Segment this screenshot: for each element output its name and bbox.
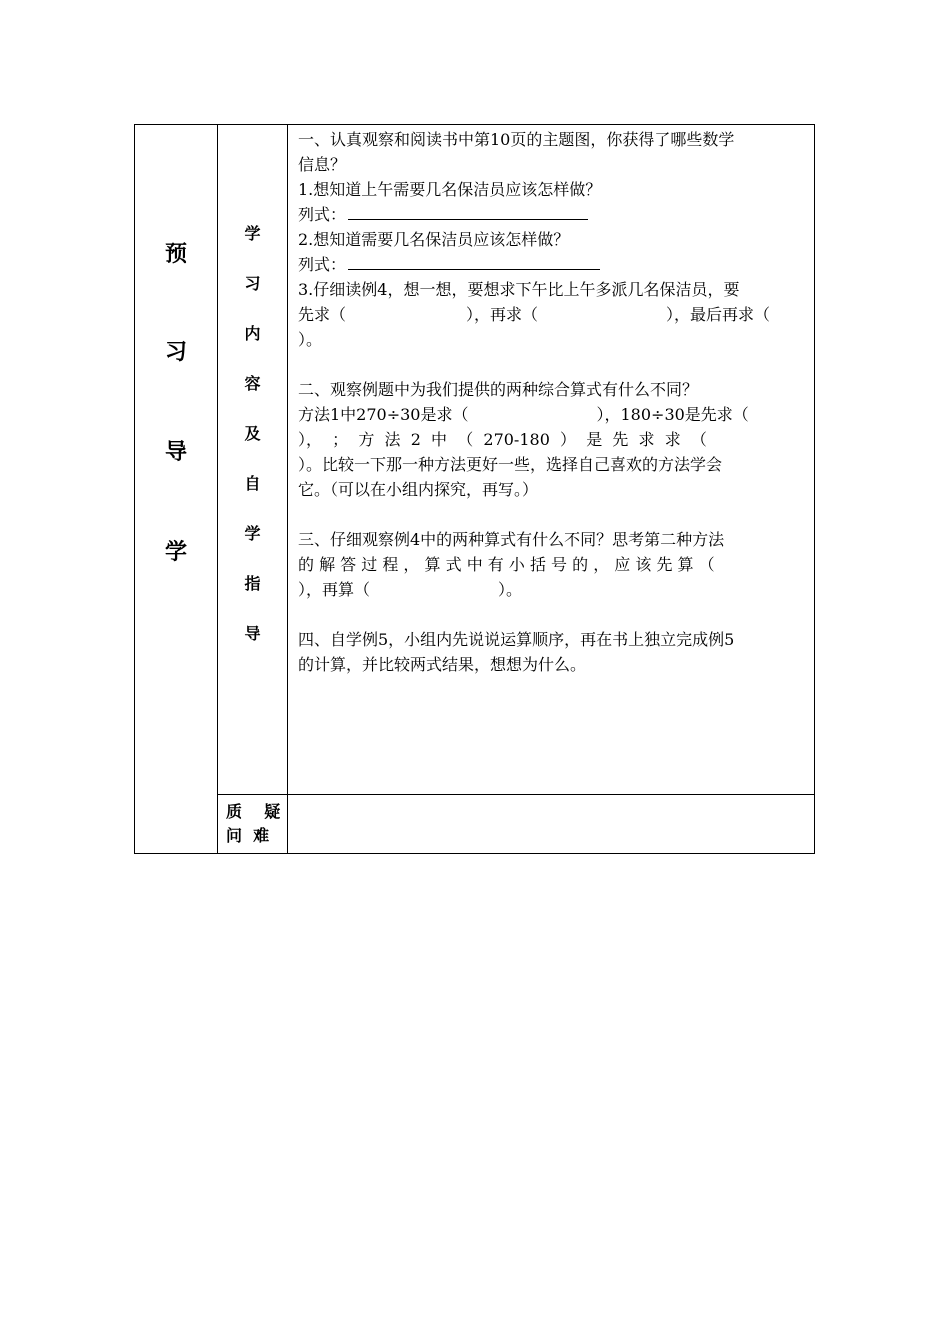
q2-line: 它。（可以在小组内探究，再写。） (298, 480, 539, 499)
label-char: 自 (244, 474, 261, 493)
content-area (298, 127, 808, 677)
text-segment: ），再求（ (466, 305, 539, 324)
label-char: 及 (244, 424, 261, 443)
text-segment: 先求（ (298, 305, 347, 324)
zhiyi-char: 质 (226, 802, 243, 821)
text-segment: ），再算（ (298, 580, 371, 599)
text-segment: ），180÷30是先求（ (596, 405, 749, 424)
zhiyi-label (226, 800, 280, 848)
formula-line-2 (298, 252, 808, 277)
formula-line-1 (298, 202, 808, 227)
side-title-column (135, 125, 218, 853)
label-char: 指 (244, 574, 261, 593)
answer-blank[interactable] (348, 252, 600, 270)
zhiyi-char: 难 (253, 826, 270, 845)
formula-label: 列式： (298, 205, 347, 224)
q1-line: 一、认真观察和阅读书中第10页的主题图，你获得了哪些数学 (298, 130, 735, 149)
label-char: 学 (244, 224, 261, 243)
q1-sub1: 1.想知道上午需要几名保洁员应该怎样做？ (298, 180, 602, 199)
side-title-char: 导 (164, 440, 187, 465)
side-title-char: 预 (164, 242, 187, 267)
row-divider (218, 794, 814, 795)
worksheet-table (134, 124, 815, 854)
q2-line-blanks (298, 402, 808, 427)
q4-line: 四、自学例5，小组内先说说运算顺序，再在书上独立完成例5 (298, 630, 735, 649)
side-title-char: 学 (164, 540, 187, 565)
zhiyi-char: 问 (226, 826, 243, 845)
q1-sub2: 2.想知道需要几名保洁员应该怎样做？ (298, 230, 570, 249)
q2-line: ）。比较一下那一种方法更好一些，选择自己喜欢的方法学会 (298, 455, 723, 474)
q1-line: 信息？ (298, 155, 347, 174)
label-char: 学 (244, 524, 261, 543)
text-segment: ），最后再求（ (666, 305, 771, 324)
label-char: 内 (244, 324, 261, 343)
formula-label: 列式： (298, 255, 347, 274)
text-segment: ）。 (498, 580, 523, 599)
side-title-char: 习 (164, 340, 187, 365)
q2-line: ）， ； 方 法 2 中 （ 270-180 ） 是 先 求 求 （ (298, 430, 707, 449)
text-segment: 方法1中270÷30是求（ (298, 405, 469, 424)
q1-sub3-blanks (298, 302, 808, 327)
q3-line-blanks (298, 577, 808, 602)
content-label-column (218, 125, 288, 853)
q3-line: 的 解 答 过 程 ， 算 式 中 有 小 括 号 的 ， 应 该 先 算 （ (298, 555, 715, 574)
label-char: 容 (244, 374, 261, 393)
answer-blank[interactable] (348, 202, 588, 220)
q3-line: 三、仔细观察例4中的两种算式有什么不同？思考第二种方法 (298, 530, 725, 549)
label-char: 导 (244, 624, 261, 643)
zhiyi-char: 疑 (264, 802, 281, 821)
q4-line: 的计算，并比较两式结果，想想为什么。 (298, 655, 587, 674)
q1-sub3: 3.仔细读例4，想一想，要想求下午比上午多派几名保洁员，要 (298, 280, 740, 299)
q2-line: 二、观察例题中为我们提供的两种综合算式有什么不同？ (298, 380, 699, 399)
q1-sub3-end: ）。 (298, 330, 323, 349)
label-char: 习 (244, 274, 261, 293)
